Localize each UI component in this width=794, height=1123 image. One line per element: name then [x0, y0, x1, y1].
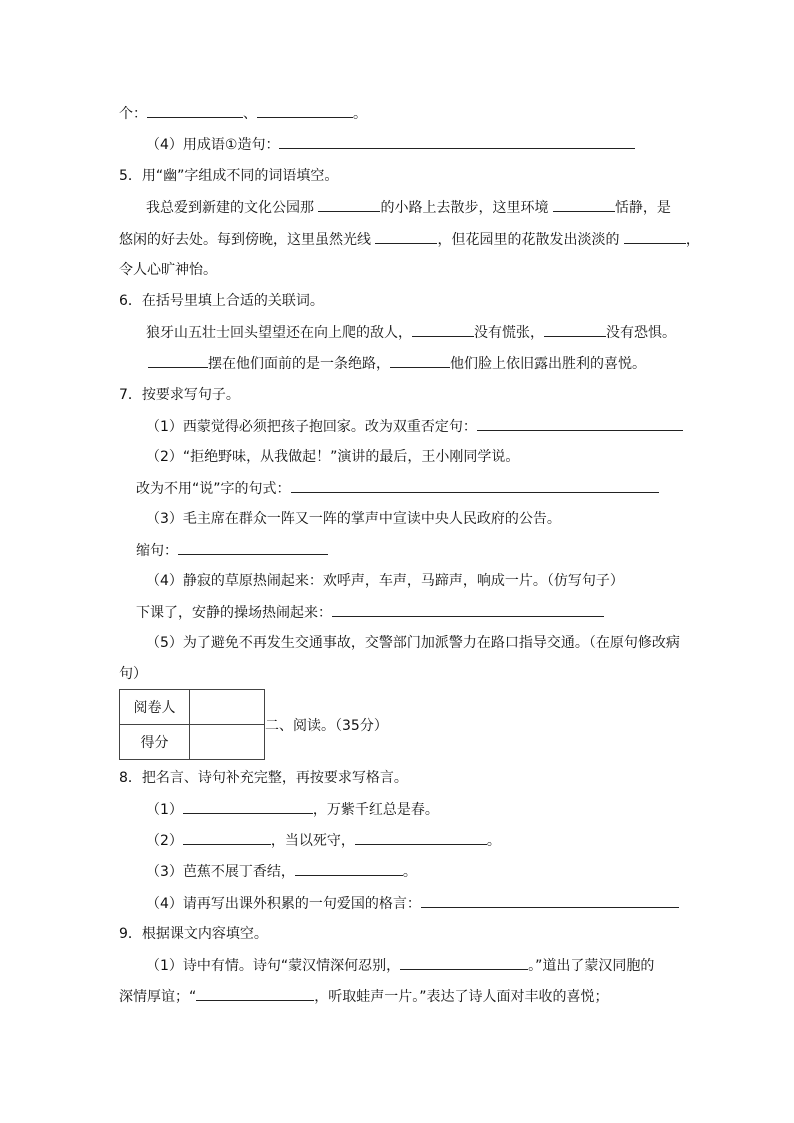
- q9-1: [146, 955, 654, 975]
- fill-blank[interactable]: [318, 197, 380, 212]
- q5-line-2: [119, 229, 700, 249]
- text: 缩句：: [136, 543, 178, 559]
- q7-5b: 句）: [119, 666, 147, 682]
- line-1: [119, 103, 367, 123]
- q7-2: （2）“拒绝野味，从我做起！”演讲的最后，王小刚同学说。: [146, 449, 520, 465]
- fill-blank[interactable]: [544, 322, 606, 337]
- score-table: [119, 689, 265, 760]
- score-label: 得分: [120, 725, 190, 760]
- fill-blank[interactable]: [178, 540, 328, 555]
- fill-blank[interactable]: [257, 103, 353, 118]
- text: 深情厚谊；“: [119, 989, 197, 1005]
- text: （4）用成语①造句：: [146, 137, 280, 153]
- fill-blank[interactable]: [553, 197, 615, 212]
- fill-blank[interactable]: [390, 353, 450, 368]
- text: 没有恐惧。: [606, 325, 676, 341]
- text: 的小路上去散步，这里环境: [380, 200, 549, 216]
- text: 悠闲的好去处。每到傍晚，这里虽然光线: [119, 232, 371, 248]
- text: 恬静，是: [614, 200, 671, 216]
- reviewer-label: 阅卷人: [120, 690, 190, 725]
- q9-title: 9．根据课文内容填空。: [119, 926, 268, 942]
- text: （1）: [146, 802, 183, 818]
- q7-4b: [136, 602, 604, 622]
- fill-blank[interactable]: [375, 229, 437, 244]
- fill-blank[interactable]: [183, 830, 271, 845]
- fill-blank[interactable]: [332, 602, 604, 617]
- q7-4: （4）静寂的草原热闹起来：欢呼声，车声，马蹄声，响成一片。（仿写句子）: [146, 573, 624, 589]
- text: （1）西蒙觉得必须把孩子抱回家。改为双重否定句：: [146, 419, 477, 435]
- text: ，当以死守，: [270, 833, 355, 849]
- fill-blank[interactable]: [295, 861, 403, 876]
- q7-2b: [136, 478, 659, 498]
- q7-5: （5）为了避免不再发生交通事故，交警部门加派警力在路口指导交通。（在原句修改病: [146, 635, 680, 651]
- fill-blank[interactable]: [291, 478, 659, 493]
- reviewer-cell[interactable]: [190, 690, 265, 725]
- section-2-heading: 二、阅读。（35分）: [265, 718, 388, 734]
- line-2: [146, 134, 635, 154]
- text: 改为不用“说”字的句式：: [136, 481, 291, 497]
- q5-line-1: [146, 197, 671, 217]
- table-row: [120, 690, 265, 725]
- q8-4: [146, 893, 679, 913]
- fill-blank[interactable]: [148, 353, 208, 368]
- q8-2: [146, 830, 501, 850]
- fill-blank[interactable]: [279, 134, 635, 149]
- fill-blank[interactable]: [412, 322, 474, 337]
- text: 。: [353, 106, 367, 122]
- fill-blank[interactable]: [421, 893, 679, 908]
- text: 。: [402, 864, 417, 880]
- q5-title: 5．用“幽”字组成不同的词语填空。: [119, 168, 339, 184]
- text: ，听取蛙声一片。”表达了诗人面对丰收的喜悦；: [314, 989, 609, 1005]
- text: 、: [243, 106, 257, 122]
- q5-line-3: 令人心旷神怡。: [119, 262, 217, 278]
- text: 下课了，安静的操场热闹起来：: [136, 605, 332, 621]
- fill-blank[interactable]: [196, 986, 314, 1001]
- q9-2: [119, 986, 609, 1006]
- q6-title: 6．在括号里填上合适的关联词。: [119, 293, 324, 309]
- q7-3b: [136, 540, 328, 560]
- q6-line-1: [146, 322, 676, 342]
- text: 。”道出了蒙汉同胞的: [528, 958, 655, 974]
- q8-1: [146, 799, 439, 819]
- fill-blank[interactable]: [624, 229, 686, 244]
- fill-blank[interactable]: [147, 103, 243, 118]
- text: ，万紫千红总是春。: [312, 802, 439, 818]
- text: 狼牙山五壮士回头望望还在向上爬的敌人，: [146, 325, 412, 341]
- text: （3）芭蕉不展丁香结，: [146, 864, 295, 880]
- q8-title: 8．把名言、诗句补充完整，再按要求写格言。: [119, 770, 408, 786]
- fill-blank[interactable]: [355, 830, 487, 845]
- q7-3: （3）毛主席在群众一阵又一阵的掌声中宣读中央人民政府的公告。: [146, 511, 561, 527]
- fill-blank[interactable]: [183, 799, 313, 814]
- text: 。: [486, 833, 501, 849]
- text: （4）请再写出课外积累的一句爱国的格言：: [146, 896, 421, 912]
- text: ，但花园里的花散发出淡淡的: [437, 232, 620, 248]
- fill-blank[interactable]: [477, 416, 683, 431]
- q7-title: 7．按要求写句子。: [119, 387, 240, 403]
- q8-3: [146, 861, 417, 881]
- text: 我总爱到新建的文化公园那: [146, 200, 314, 216]
- text: 他们脸上依旧露出胜利的喜悦。: [450, 356, 646, 372]
- text: ，: [685, 232, 700, 248]
- score-cell[interactable]: [190, 725, 265, 760]
- text: （2）: [146, 833, 183, 849]
- q6-line-2: [148, 353, 646, 373]
- text: 个：: [119, 106, 147, 122]
- text: 没有慌张，: [474, 325, 544, 341]
- table-row: [120, 725, 265, 760]
- text: （1）诗中有情。诗句“蒙汉情深何忍别，: [146, 958, 401, 974]
- q7-1: [146, 416, 683, 436]
- text: 摆在他们面前的是一条绝路，: [208, 356, 390, 372]
- fill-blank[interactable]: [400, 955, 528, 970]
